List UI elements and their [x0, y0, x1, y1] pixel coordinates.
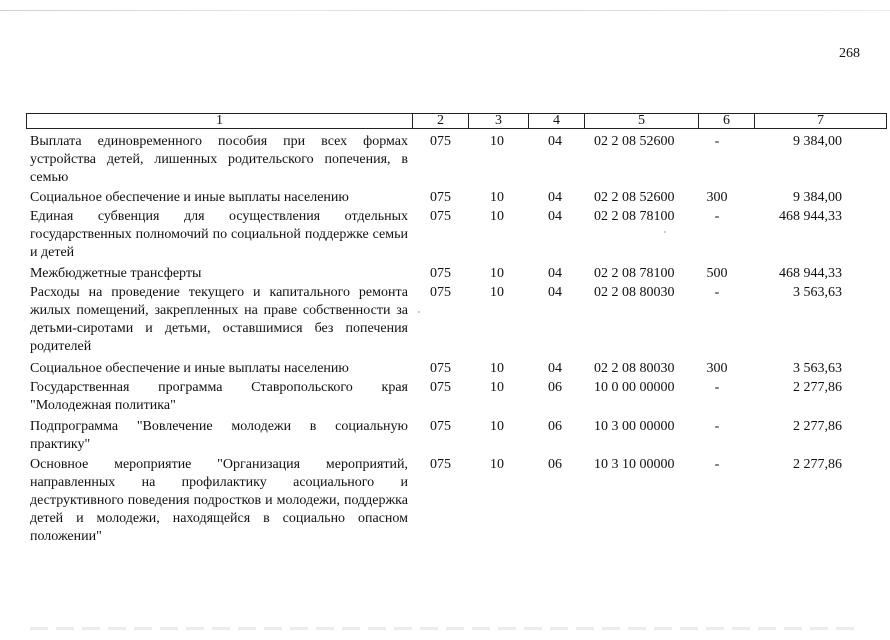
cell-expense-type: -: [714, 209, 720, 224]
cell-expense-type: 500: [706, 266, 728, 281]
cell-target-article: 10 3 10 00000: [594, 457, 675, 472]
cell-subsection: 04: [548, 134, 562, 149]
cell-subsection: 04: [548, 190, 562, 205]
cell-section: 10: [490, 285, 504, 300]
cell-expense-type: 300: [706, 190, 728, 205]
cell-section: 10: [490, 361, 504, 376]
row-description: Социальное обеспечение и иные выплаты населению: [30, 190, 349, 205]
cell-expense-type: -: [714, 134, 720, 149]
page-number: 268: [839, 46, 860, 61]
row-description: Основное мероприятие "Организация мероприятий, направленных на профилактику асоциального и деструктивного поведения подростков и молодежи, поддержка детей и молодежи, находящейся в социально опасном положении": [30, 457, 408, 544]
scan-speck: [418, 311, 420, 313]
cell-section: 10: [490, 134, 504, 149]
scan-edge-line: [0, 10, 890, 11]
scan-bottom-noise: [30, 627, 860, 630]
cell-amount: 2 277,86: [793, 457, 842, 472]
cell-ministry-code: 075: [430, 380, 451, 395]
row-description: Социальное обеспечение и иные выплаты населению: [30, 361, 349, 376]
header-col-4: 4: [529, 114, 585, 129]
cell-expense-type: -: [714, 380, 720, 395]
header-col-2: 2: [413, 114, 469, 129]
cell-subsection: 06: [548, 419, 562, 434]
cell-ministry-code: 075: [430, 457, 451, 472]
cell-section: 10: [490, 266, 504, 281]
row-description: Подпрограмма "Вовлечение молодежи в социальную практику": [30, 419, 408, 452]
cell-amount: 9 384,00: [793, 134, 842, 149]
cell-target-article: 02 2 08 78100: [594, 209, 675, 224]
cell-target-article: 10 0 00 00000: [594, 380, 675, 395]
cell-amount: 3 563,63: [793, 285, 842, 300]
cell-ministry-code: 075: [430, 266, 451, 281]
header-col-7: 7: [755, 114, 887, 129]
row-description: Государственная программа Ставропольского края "Молодежная политика": [30, 380, 408, 413]
column-number-header: [26, 113, 887, 129]
cell-ministry-code: 075: [430, 190, 451, 205]
cell-amount: 2 277,86: [793, 380, 842, 395]
cell-ministry-code: 075: [430, 361, 451, 376]
cell-amount: 468 944,33: [779, 266, 842, 281]
cell-target-article: 02 2 08 80030: [594, 361, 675, 376]
header-col-5: 5: [585, 114, 699, 129]
cell-ministry-code: 075: [430, 419, 451, 434]
header-col-6: 6: [699, 114, 755, 129]
cell-subsection: 04: [548, 285, 562, 300]
cell-section: 10: [490, 190, 504, 205]
cell-section: 10: [490, 419, 504, 434]
row-description: Межбюджетные трансферты: [30, 266, 202, 281]
header-col-3: 3: [469, 114, 529, 129]
cell-section: 10: [490, 380, 504, 395]
cell-subsection: 04: [548, 209, 562, 224]
header-row: [27, 114, 887, 129]
cell-amount: 9 384,00: [793, 190, 842, 205]
cell-amount: 468 944,33: [779, 209, 842, 224]
cell-target-article: 10 3 00 00000: [594, 419, 675, 434]
cell-target-article: 02 2 08 78100: [594, 266, 675, 281]
cell-ministry-code: 075: [430, 285, 451, 300]
cell-expense-type: -: [714, 419, 720, 434]
cell-amount: 2 277,86: [793, 419, 842, 434]
cell-ministry-code: 075: [430, 209, 451, 224]
cell-ministry-code: 075: [430, 134, 451, 149]
row-description: Единая субвенция для осуществления отдельных государственных полномочий по социальной поддержке семьи и детей: [30, 209, 408, 260]
cell-subsection: 04: [548, 361, 562, 376]
cell-expense-type: -: [714, 457, 720, 472]
row-description: Расходы на проведение текущего и капитального ремонта жилых помещений, закрепленных на праве собственности за детьми-сиротами и детьми, оставшимися без попечения родителей: [30, 285, 408, 354]
cell-amount: 3 563,63: [793, 361, 842, 376]
header-col-1: 1: [27, 114, 413, 129]
cell-expense-type: 300: [706, 361, 728, 376]
cell-target-article: 02 2 08 52600: [594, 190, 675, 205]
cell-subsection: 06: [548, 380, 562, 395]
cell-section: 10: [490, 457, 504, 472]
scan-speck: [664, 231, 666, 233]
cell-expense-type: -: [714, 285, 720, 300]
cell-target-article: 02 2 08 80030: [594, 285, 675, 300]
cell-target-article: 02 2 08 52600: [594, 134, 675, 149]
cell-subsection: 04: [548, 266, 562, 281]
cell-subsection: 06: [548, 457, 562, 472]
cell-section: 10: [490, 209, 504, 224]
row-description: Выплата единовременного пособия при всех формах устройства детей, лишенных родительского попечения, в семью: [30, 134, 408, 185]
